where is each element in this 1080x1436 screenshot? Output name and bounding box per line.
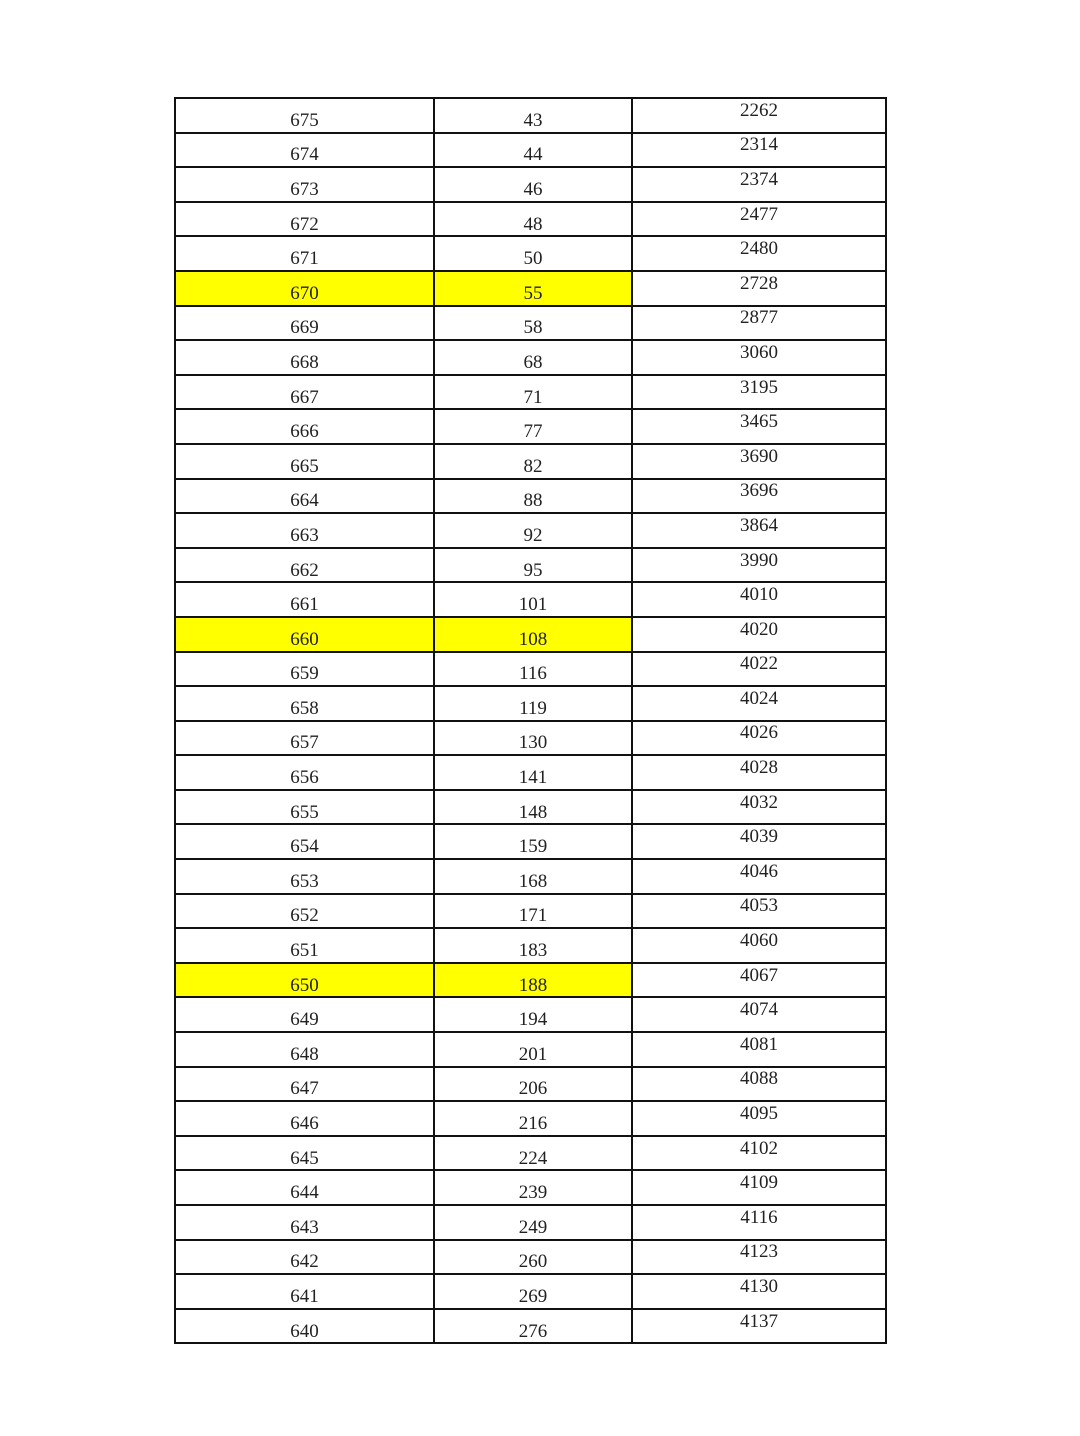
table-cell-c1 xyxy=(175,375,434,410)
table-row xyxy=(175,582,886,617)
cell-value: 71 xyxy=(523,386,543,408)
table-row xyxy=(175,894,886,929)
cell-value: 4039 xyxy=(740,826,778,848)
table-row xyxy=(175,1309,886,1344)
cell-value: 3690 xyxy=(740,445,778,467)
table-cell-c2 xyxy=(434,652,632,687)
cell-value: 675 xyxy=(290,109,319,131)
table-cell-c3 xyxy=(632,1101,886,1136)
table-cell-c3 xyxy=(632,133,886,168)
cell-value: 141 xyxy=(518,767,548,789)
cell-value: 4020 xyxy=(740,618,778,640)
cell-value: 77 xyxy=(523,421,543,443)
table-cell-c3 xyxy=(632,375,886,410)
table-cell-c1 xyxy=(175,548,434,583)
table-cell-c2 xyxy=(434,1309,632,1344)
table-cell-c2 xyxy=(434,617,632,652)
table-row xyxy=(175,755,886,790)
table-cell-c3 xyxy=(632,1170,886,1205)
table-cell-c3 xyxy=(632,513,886,548)
cell-value: 101 xyxy=(518,594,548,616)
table-cell-c1 xyxy=(175,1067,434,1102)
table-cell-c2 xyxy=(434,236,632,271)
table-row xyxy=(175,652,886,687)
table-cell-c3 xyxy=(632,652,886,687)
cell-value: 4109 xyxy=(740,1172,778,1194)
table-cell-c2 xyxy=(434,340,632,375)
table-cell-c3 xyxy=(632,721,886,756)
table-cell-c1 xyxy=(175,652,434,687)
table-cell-c2 xyxy=(434,1101,632,1136)
table-cell-c1 xyxy=(175,306,434,341)
cell-value: 82 xyxy=(523,455,543,477)
cell-value: 4028 xyxy=(740,757,778,779)
table-cell-c1 xyxy=(175,1170,434,1205)
table-cell-c2 xyxy=(434,375,632,410)
cell-value: 670 xyxy=(290,282,319,304)
table-cell-c1 xyxy=(175,1309,434,1344)
table-row xyxy=(175,236,886,271)
cell-value: 3195 xyxy=(740,376,778,398)
table-row xyxy=(175,409,886,444)
table-cell-c3 xyxy=(632,1136,886,1171)
table-cell-c2 xyxy=(434,963,632,998)
table-cell-c3 xyxy=(632,479,886,514)
table-cell-c2 xyxy=(434,133,632,168)
table-cell-c2 xyxy=(434,98,632,133)
score-table xyxy=(174,97,887,1344)
table-cell-c2 xyxy=(434,928,632,963)
table-cell-c1 xyxy=(175,444,434,479)
table-cell-c3 xyxy=(632,997,886,1032)
table-row xyxy=(175,928,886,963)
cell-value: 649 xyxy=(290,1009,319,1031)
table-row xyxy=(175,1032,886,1067)
table-row xyxy=(175,1136,886,1171)
table-row xyxy=(175,167,886,202)
table-cell-c2 xyxy=(434,409,632,444)
table-cell-c1 xyxy=(175,859,434,894)
table-cell-c2 xyxy=(434,513,632,548)
cell-value: 668 xyxy=(290,351,319,373)
cell-value: 653 xyxy=(290,870,319,892)
cell-value: 652 xyxy=(290,905,319,927)
table-cell-c1 xyxy=(175,1101,434,1136)
table-cell-c2 xyxy=(434,306,632,341)
cell-value: 671 xyxy=(290,248,319,270)
table-cell-c3 xyxy=(632,963,886,998)
cell-value: 4102 xyxy=(740,1137,778,1159)
table-cell-c1 xyxy=(175,513,434,548)
table-row xyxy=(175,271,886,306)
cell-value: 2314 xyxy=(740,134,778,156)
cell-value: 4053 xyxy=(740,895,778,917)
table-cell-c2 xyxy=(434,686,632,721)
cell-value: 92 xyxy=(523,524,543,546)
cell-value: 660 xyxy=(290,628,319,650)
cell-value: 669 xyxy=(290,317,319,339)
cell-value: 2477 xyxy=(740,203,778,225)
table-cell-c1 xyxy=(175,963,434,998)
cell-value: 239 xyxy=(518,1182,548,1204)
cell-value: 119 xyxy=(519,697,547,719)
table-cell-c1 xyxy=(175,202,434,237)
cell-value: 201 xyxy=(518,1043,548,1065)
cell-value: 171 xyxy=(518,905,548,927)
cell-value: 88 xyxy=(523,490,543,512)
table-row xyxy=(175,375,886,410)
table-cell-c1 xyxy=(175,790,434,825)
table-row xyxy=(175,444,886,479)
table-cell-c2 xyxy=(434,824,632,859)
cell-value: 642 xyxy=(290,1251,319,1273)
table-cell-c2 xyxy=(434,1136,632,1171)
cell-value: 4010 xyxy=(740,584,778,606)
table-cell-c2 xyxy=(434,1274,632,1309)
table-cell-c2 xyxy=(434,479,632,514)
cell-value: 667 xyxy=(290,386,319,408)
cell-value: 2877 xyxy=(740,307,778,329)
table-cell-c3 xyxy=(632,1309,886,1344)
table-cell-c3 xyxy=(632,236,886,271)
table-cell-c3 xyxy=(632,409,886,444)
cell-value: 183 xyxy=(518,940,548,962)
table-cell-c1 xyxy=(175,1274,434,1309)
table-row xyxy=(175,859,886,894)
table-cell-c3 xyxy=(632,202,886,237)
cell-value: 4081 xyxy=(740,1033,778,1055)
cell-value: 4095 xyxy=(740,1103,778,1125)
table-row xyxy=(175,721,886,756)
cell-value: 4074 xyxy=(740,999,778,1021)
table-row xyxy=(175,1274,886,1309)
table-row xyxy=(175,1240,886,1275)
table-cell-c1 xyxy=(175,133,434,168)
cell-value: 657 xyxy=(290,732,319,754)
table-row xyxy=(175,340,886,375)
table-cell-c1 xyxy=(175,894,434,929)
cell-value: 46 xyxy=(523,178,543,200)
cell-value: 645 xyxy=(290,1147,319,1169)
table-cell-c3 xyxy=(632,582,886,617)
cell-value: 663 xyxy=(290,524,319,546)
table-row xyxy=(175,824,886,859)
cell-value: 224 xyxy=(518,1147,548,1169)
table-body xyxy=(175,98,886,1343)
cell-value: 3465 xyxy=(740,411,778,433)
table-cell-c3 xyxy=(632,167,886,202)
table-cell-c3 xyxy=(632,1240,886,1275)
cell-value: 108 xyxy=(518,628,548,650)
table-cell-c2 xyxy=(434,444,632,479)
table-row xyxy=(175,1067,886,1102)
table-cell-c3 xyxy=(632,894,886,929)
cell-value: 673 xyxy=(290,178,319,200)
table-cell-c1 xyxy=(175,617,434,652)
cell-value: 4067 xyxy=(740,964,778,986)
table-row xyxy=(175,202,886,237)
table-cell-c3 xyxy=(632,755,886,790)
cell-value: 148 xyxy=(518,801,548,823)
table-row xyxy=(175,1205,886,1240)
cell-value: 4022 xyxy=(740,653,778,675)
cell-value: 43 xyxy=(523,109,543,131)
table-cell-c1 xyxy=(175,340,434,375)
cell-value: 4123 xyxy=(740,1241,778,1263)
table-cell-c1 xyxy=(175,997,434,1032)
cell-value: 658 xyxy=(290,697,319,719)
cell-value: 130 xyxy=(518,732,548,754)
table-row xyxy=(175,997,886,1032)
cell-value: 646 xyxy=(290,1113,319,1135)
table-cell-c3 xyxy=(632,271,886,306)
cell-value: 662 xyxy=(290,559,319,581)
table-cell-c3 xyxy=(632,617,886,652)
table-row xyxy=(175,306,886,341)
table-cell-c2 xyxy=(434,1067,632,1102)
table-cell-c2 xyxy=(434,582,632,617)
cell-value: 2374 xyxy=(740,168,778,190)
table-row xyxy=(175,133,886,168)
table-cell-c3 xyxy=(632,1274,886,1309)
table-cell-c2 xyxy=(434,548,632,583)
cell-value: 216 xyxy=(518,1113,548,1135)
table-cell-c1 xyxy=(175,755,434,790)
table-cell-c3 xyxy=(632,1032,886,1067)
cell-value: 647 xyxy=(290,1078,319,1100)
table-cell-c1 xyxy=(175,409,434,444)
table-cell-c3 xyxy=(632,928,886,963)
cell-value: 643 xyxy=(290,1216,319,1238)
table-cell-c3 xyxy=(632,686,886,721)
table-cell-c2 xyxy=(434,1170,632,1205)
cell-value: 651 xyxy=(290,940,319,962)
cell-value: 4060 xyxy=(740,930,778,952)
table-cell-c1 xyxy=(175,236,434,271)
cell-value: 249 xyxy=(518,1216,548,1238)
cell-value: 4024 xyxy=(740,687,778,709)
cell-value: 159 xyxy=(518,836,548,858)
cell-value: 116 xyxy=(519,663,547,685)
cell-value: 640 xyxy=(290,1320,319,1342)
table-cell-c1 xyxy=(175,1032,434,1067)
table-cell-c2 xyxy=(434,1240,632,1275)
cell-value: 650 xyxy=(290,974,319,996)
table-cell-c1 xyxy=(175,271,434,306)
cell-value: 4032 xyxy=(740,791,778,813)
table-cell-c3 xyxy=(632,1205,886,1240)
cell-value: 168 xyxy=(518,870,548,892)
table-cell-c3 xyxy=(632,444,886,479)
cell-value: 665 xyxy=(290,455,319,477)
cell-value: 672 xyxy=(290,213,319,235)
table-row xyxy=(175,513,886,548)
table-cell-c3 xyxy=(632,98,886,133)
table-cell-c1 xyxy=(175,1205,434,1240)
table-cell-c1 xyxy=(175,582,434,617)
table-cell-c2 xyxy=(434,997,632,1032)
cell-value: 664 xyxy=(290,490,319,512)
cell-value: 2480 xyxy=(740,238,778,260)
cell-value: 276 xyxy=(518,1320,548,1342)
cell-value: 188 xyxy=(518,974,548,996)
cell-value: 4046 xyxy=(740,860,778,882)
table-cell-c3 xyxy=(632,790,886,825)
cell-value: 4137 xyxy=(740,1310,778,1332)
cell-value: 4130 xyxy=(740,1275,778,1297)
table-cell-c2 xyxy=(434,790,632,825)
cell-value: 68 xyxy=(523,351,543,373)
cell-value: 48 xyxy=(523,213,543,235)
cell-value: 648 xyxy=(290,1043,319,1065)
table-cell-c1 xyxy=(175,928,434,963)
cell-value: 55 xyxy=(523,282,543,304)
cell-value: 260 xyxy=(518,1251,548,1273)
cell-value: 2728 xyxy=(740,272,778,294)
cell-value: 655 xyxy=(290,801,319,823)
cell-value: 3864 xyxy=(740,514,778,536)
table-cell-c1 xyxy=(175,98,434,133)
table-cell-c1 xyxy=(175,721,434,756)
cell-value: 206 xyxy=(518,1078,548,1100)
table-cell-c3 xyxy=(632,824,886,859)
table-cell-c3 xyxy=(632,859,886,894)
table-cell-c2 xyxy=(434,859,632,894)
table-cell-c1 xyxy=(175,686,434,721)
cell-value: 4116 xyxy=(740,1206,778,1228)
table-cell-c3 xyxy=(632,340,886,375)
table-cell-c1 xyxy=(175,479,434,514)
table-cell-c2 xyxy=(434,1205,632,1240)
table-row xyxy=(175,790,886,825)
table-row xyxy=(175,686,886,721)
table-cell-c3 xyxy=(632,1067,886,1102)
table-cell-c2 xyxy=(434,1032,632,1067)
table-cell-c1 xyxy=(175,167,434,202)
cell-value: 644 xyxy=(290,1182,319,1204)
cell-value: 2262 xyxy=(740,99,778,121)
cell-value: 194 xyxy=(518,1009,548,1031)
table-cell-c2 xyxy=(434,721,632,756)
table-cell-c1 xyxy=(175,1240,434,1275)
cell-value: 44 xyxy=(523,144,543,166)
table-row xyxy=(175,98,886,133)
table-cell-c2 xyxy=(434,202,632,237)
table-cell-c1 xyxy=(175,1136,434,1171)
cell-value: 3990 xyxy=(740,549,778,571)
cell-value: 666 xyxy=(290,421,319,443)
table-cell-c2 xyxy=(434,167,632,202)
table-row xyxy=(175,963,886,998)
cell-value: 95 xyxy=(523,559,543,581)
table-cell-c1 xyxy=(175,824,434,859)
cell-value: 4026 xyxy=(740,722,778,744)
table-row xyxy=(175,1170,886,1205)
table-cell-c3 xyxy=(632,306,886,341)
cell-value: 4088 xyxy=(740,1068,778,1090)
table-row xyxy=(175,548,886,583)
table-cell-c2 xyxy=(434,894,632,929)
table-cell-c2 xyxy=(434,755,632,790)
table-cell-c2 xyxy=(434,271,632,306)
cell-value: 656 xyxy=(290,767,319,789)
cell-value: 50 xyxy=(523,248,543,270)
cell-value: 654 xyxy=(290,836,319,858)
cell-value: 269 xyxy=(518,1285,548,1307)
cell-value: 3060 xyxy=(740,341,778,363)
table-row xyxy=(175,1101,886,1136)
table-row xyxy=(175,617,886,652)
table-row xyxy=(175,479,886,514)
cell-value: 58 xyxy=(523,317,543,339)
cell-value: 661 xyxy=(290,594,319,616)
table-cell-c3 xyxy=(632,548,886,583)
cell-value: 641 xyxy=(290,1285,319,1307)
cell-value: 674 xyxy=(290,144,319,166)
cell-value: 659 xyxy=(290,663,319,685)
cell-value: 3696 xyxy=(740,480,778,502)
